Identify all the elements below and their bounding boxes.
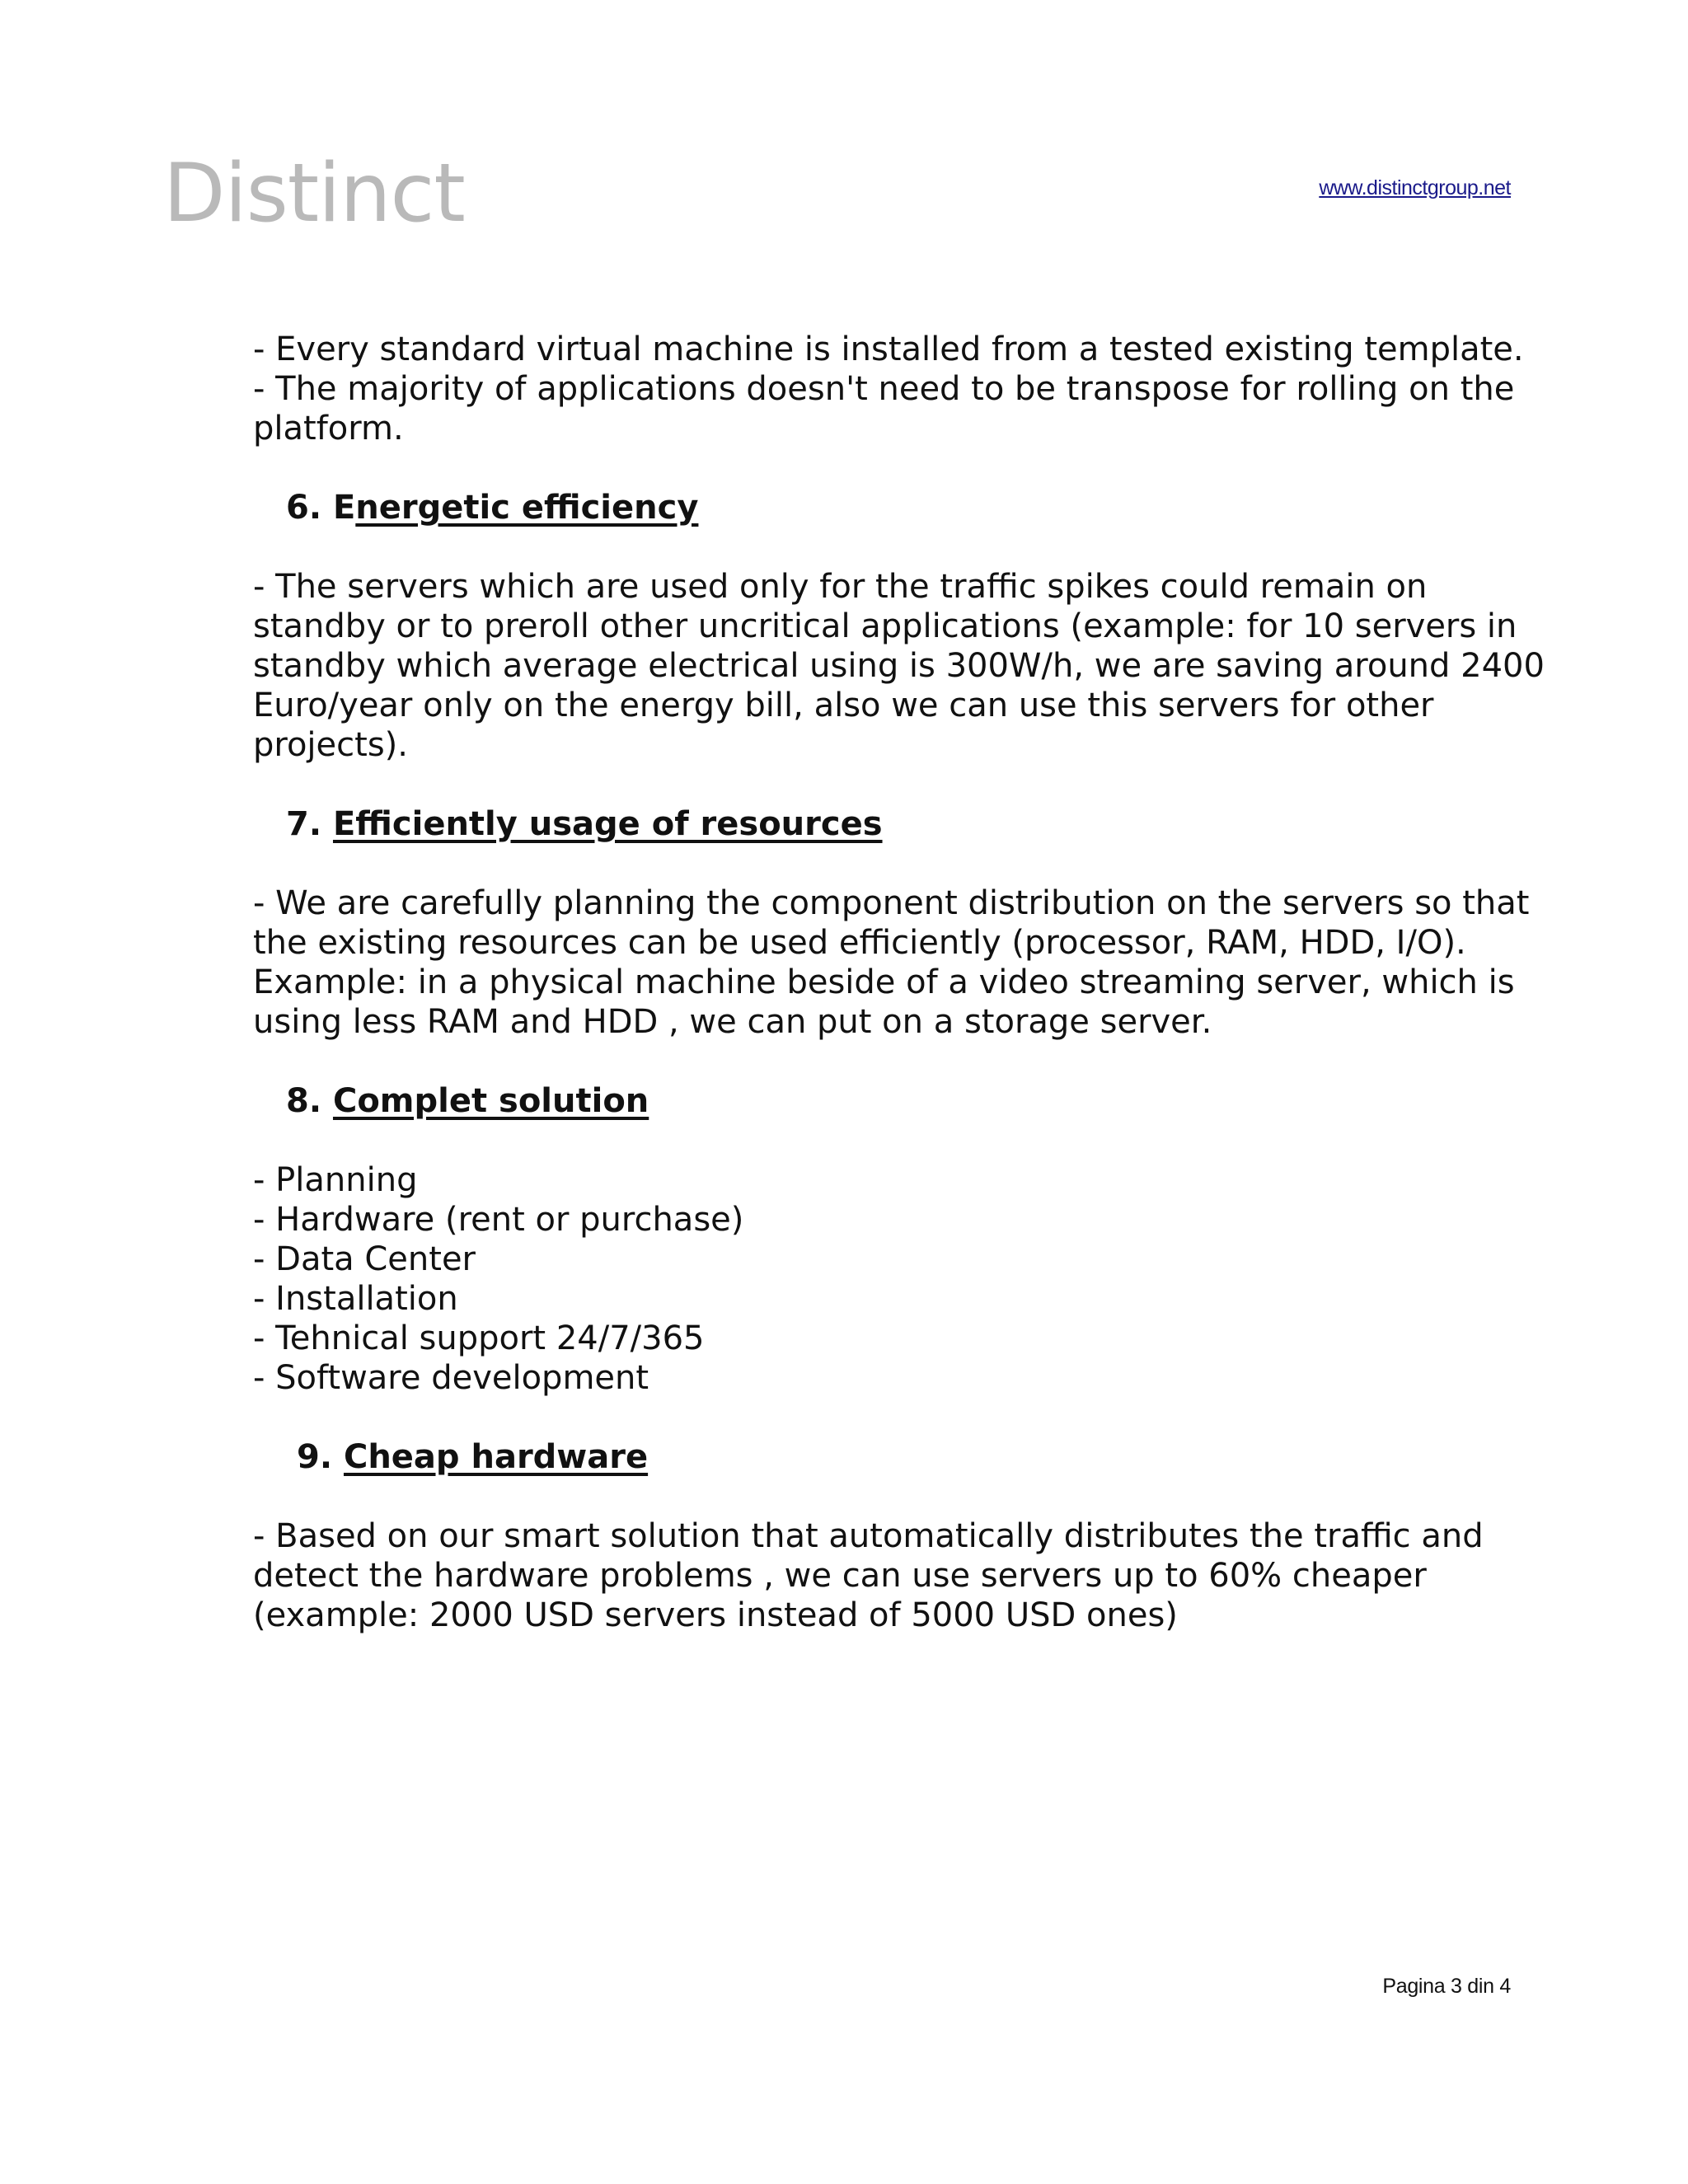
section-title-prefix: E (332, 489, 356, 527)
text-line: using less RAM and HDD , we can put on a storage server. (253, 1003, 1212, 1041)
list-item: - Tehnical support 24/7/365 (253, 1319, 705, 1357)
section-number: 6. (286, 489, 322, 527)
text-line: - Based on our smart solution that automatically distributes the traffic and (253, 1517, 1484, 1555)
text-line: detect the hardware problems , we can use servers up to 60% cheaper (253, 1557, 1427, 1595)
text-line: (example: 2000 USD servers instead of 5000 USD ones) (253, 1596, 1178, 1634)
list-item: - Installation (253, 1280, 458, 1318)
list-item: - Data Center (253, 1240, 476, 1278)
section-heading-8 (253, 1081, 1539, 1121)
list-item: - Hardware (rent or purchase) (253, 1201, 744, 1239)
section-heading-6 (253, 488, 1539, 527)
text-line: - We are carefully planning the component distribution on the servers so that (253, 884, 1530, 922)
section-number: 7. (286, 805, 322, 843)
text-line: platform. (253, 410, 404, 448)
section-heading-7 (253, 804, 1539, 844)
section-7-paragraph (253, 883, 1539, 1042)
text-line: projects). (253, 726, 408, 764)
text-line: - The majority of applications doesn't need to be transpose for rolling on the (253, 370, 1515, 408)
section-title: nergetic efficiency (355, 489, 699, 527)
text-line: Example: in a physical machine beside of a video streaming server, which is (253, 963, 1515, 1001)
section-title: Complet solution (332, 1082, 649, 1120)
list-item: - Software development (253, 1359, 649, 1397)
text-line: Euro/year only on the energy bill, also we can use this servers for other (253, 687, 1434, 724)
text-line: standby or to preroll other uncritical applications (example: for 10 servers in (253, 607, 1517, 645)
document-body (253, 330, 1545, 1635)
text-line: the existing resources can be used efficiently (processor, RAM, HDD, I/O). (253, 924, 1466, 962)
website-link[interactable]: www.distinctgroup.net (1319, 176, 1511, 199)
section-title: Efficiently usage of resources (332, 805, 883, 843)
section-6-paragraph (253, 567, 1545, 765)
section-number: 8. (286, 1082, 322, 1120)
text-line: - Every standard virtual machine is installed from a tested existing template. (253, 330, 1524, 368)
page-number: Pagina 3 din 4 (1382, 1975, 1511, 1998)
section-9-paragraph (253, 1516, 1539, 1635)
company-logo: Distinct (163, 147, 465, 241)
text-line: - The servers which are used only for the traffic spikes could remain on (253, 568, 1428, 606)
list-item: - Planning (253, 1161, 418, 1199)
section-8-list (253, 1160, 1539, 1398)
section-heading-9 (253, 1437, 1539, 1477)
text-line: standby which average electrical using is 300W/h, we are saving around 2400 (253, 647, 1545, 685)
section-title: Cheap hardware (343, 1438, 649, 1476)
intro-paragraph (253, 330, 1539, 448)
section-number: 9. (297, 1438, 333, 1476)
